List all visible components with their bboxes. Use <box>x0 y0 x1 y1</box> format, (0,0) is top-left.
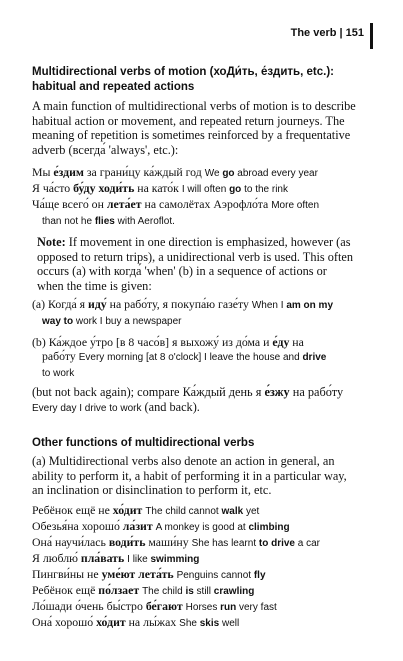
compare-line: (but not back again); compare Ка́ждый день я е́зжу на рабо́ту <box>32 385 344 399</box>
section2-heading: Other functions of multidirectional verbs <box>32 437 255 449</box>
translation: More often <box>271 200 320 211</box>
example-row: Ребёнок ещё не хо́дит The child cannot walk yet <box>32 503 260 517</box>
example-row-continuation: to work <box>42 368 75 379</box>
header-rule <box>370 23 373 49</box>
example-row: Мы е́здим за грани́цу ка́ждый год We go abroad every year <box>32 165 318 179</box>
example-row: Она́ научи́лась води́ть маши́ну She has learnt to drive a car <box>32 535 321 549</box>
example-row: (a) Когда́ я иду́ на рабо́ту, я покупа́ю газе́ту When I am on my <box>32 297 334 311</box>
example-row-continuation: than not he flies with Aeroflot. <box>42 216 175 227</box>
note-line: Note: If movement in one direction is emphasized, however (as <box>37 235 351 249</box>
example-row: Я ча́сто бу́ду ходи́ть на като́к I will often go to the rink <box>32 181 288 195</box>
translation: We go abroad every year <box>204 168 318 179</box>
section1-intro <box>32 99 377 157</box>
example-row: Она́ хорошо́ хо́дит на лы́жах She skis well <box>32 615 240 629</box>
intro-line: adverb (всегда́ 'always', etc.): <box>32 142 179 157</box>
example-row: Ло́шади о́чень бы́стро бе́гают Horses run very fast <box>32 599 277 613</box>
intro-line: habitual action or movement, and repeated return journeys. The <box>32 113 345 128</box>
note-line: opposed to return trips), a unidirectional verb is used. This often <box>37 249 354 264</box>
intro-line: ability to perform it, a habit of performing it in a particular way, <box>32 468 347 483</box>
note-line: occurs (a) with когда́ 'when' (b) in a sequence of actions or <box>37 264 327 278</box>
example-row-continuation: рабо́ту Every morning [at 8 o'clock] I leave the house and drive <box>42 349 327 363</box>
note-label: Note: <box>37 235 66 249</box>
example-row: Я люблю́ пла́вать I like swimming <box>32 551 200 565</box>
example-row: Ча́ще всего́ он лета́ет на самолётах Аэрофло́та More often <box>32 197 320 211</box>
example-row-continuation: way to work I buy a newspaper <box>42 316 182 327</box>
note-block <box>37 235 377 293</box>
section1-heading: Multidirectional verbs of motion (хоДи́ть, е́здить, etc.): habitual and repeated actions <box>32 66 334 93</box>
example-row: (b) Ка́ждое у́тро [в 8 часо́в] я выхожу́ из до́ма и е́ду на <box>32 335 304 349</box>
intro-line: an inclination or disinclination to perform it, etc. <box>32 483 272 497</box>
intro-line: (a) Multidirectional verbs also denote an action in general, an <box>32 454 335 468</box>
example-row: Обезья́на хорошо́ ла́зит A monkey is good at climbing <box>32 519 290 533</box>
compare-line: Every day I drive to work (and back). <box>32 399 200 414</box>
note-examples <box>32 297 377 416</box>
section2-intro <box>32 454 377 498</box>
intro-line: A main function of multidirectional verbs of motion is to describe <box>32 99 356 113</box>
example-row: Ребёнок ещё по́лзает The child is still crawling <box>32 583 255 597</box>
running-head <box>291 23 373 53</box>
section2-examples <box>32 503 377 631</box>
note-line: when the time is given: <box>37 278 152 293</box>
section1-examples <box>32 165 377 229</box>
example-row: Пингви́ны не уме́ют лета́ть Penguins cannot fly <box>32 567 266 581</box>
translation: I will often go to the rink <box>181 184 288 195</box>
intro-line: meaning of repetition is sometimes reinforced by a frequentative <box>32 128 351 142</box>
page-header-text: The verb | 151 <box>290 27 364 39</box>
